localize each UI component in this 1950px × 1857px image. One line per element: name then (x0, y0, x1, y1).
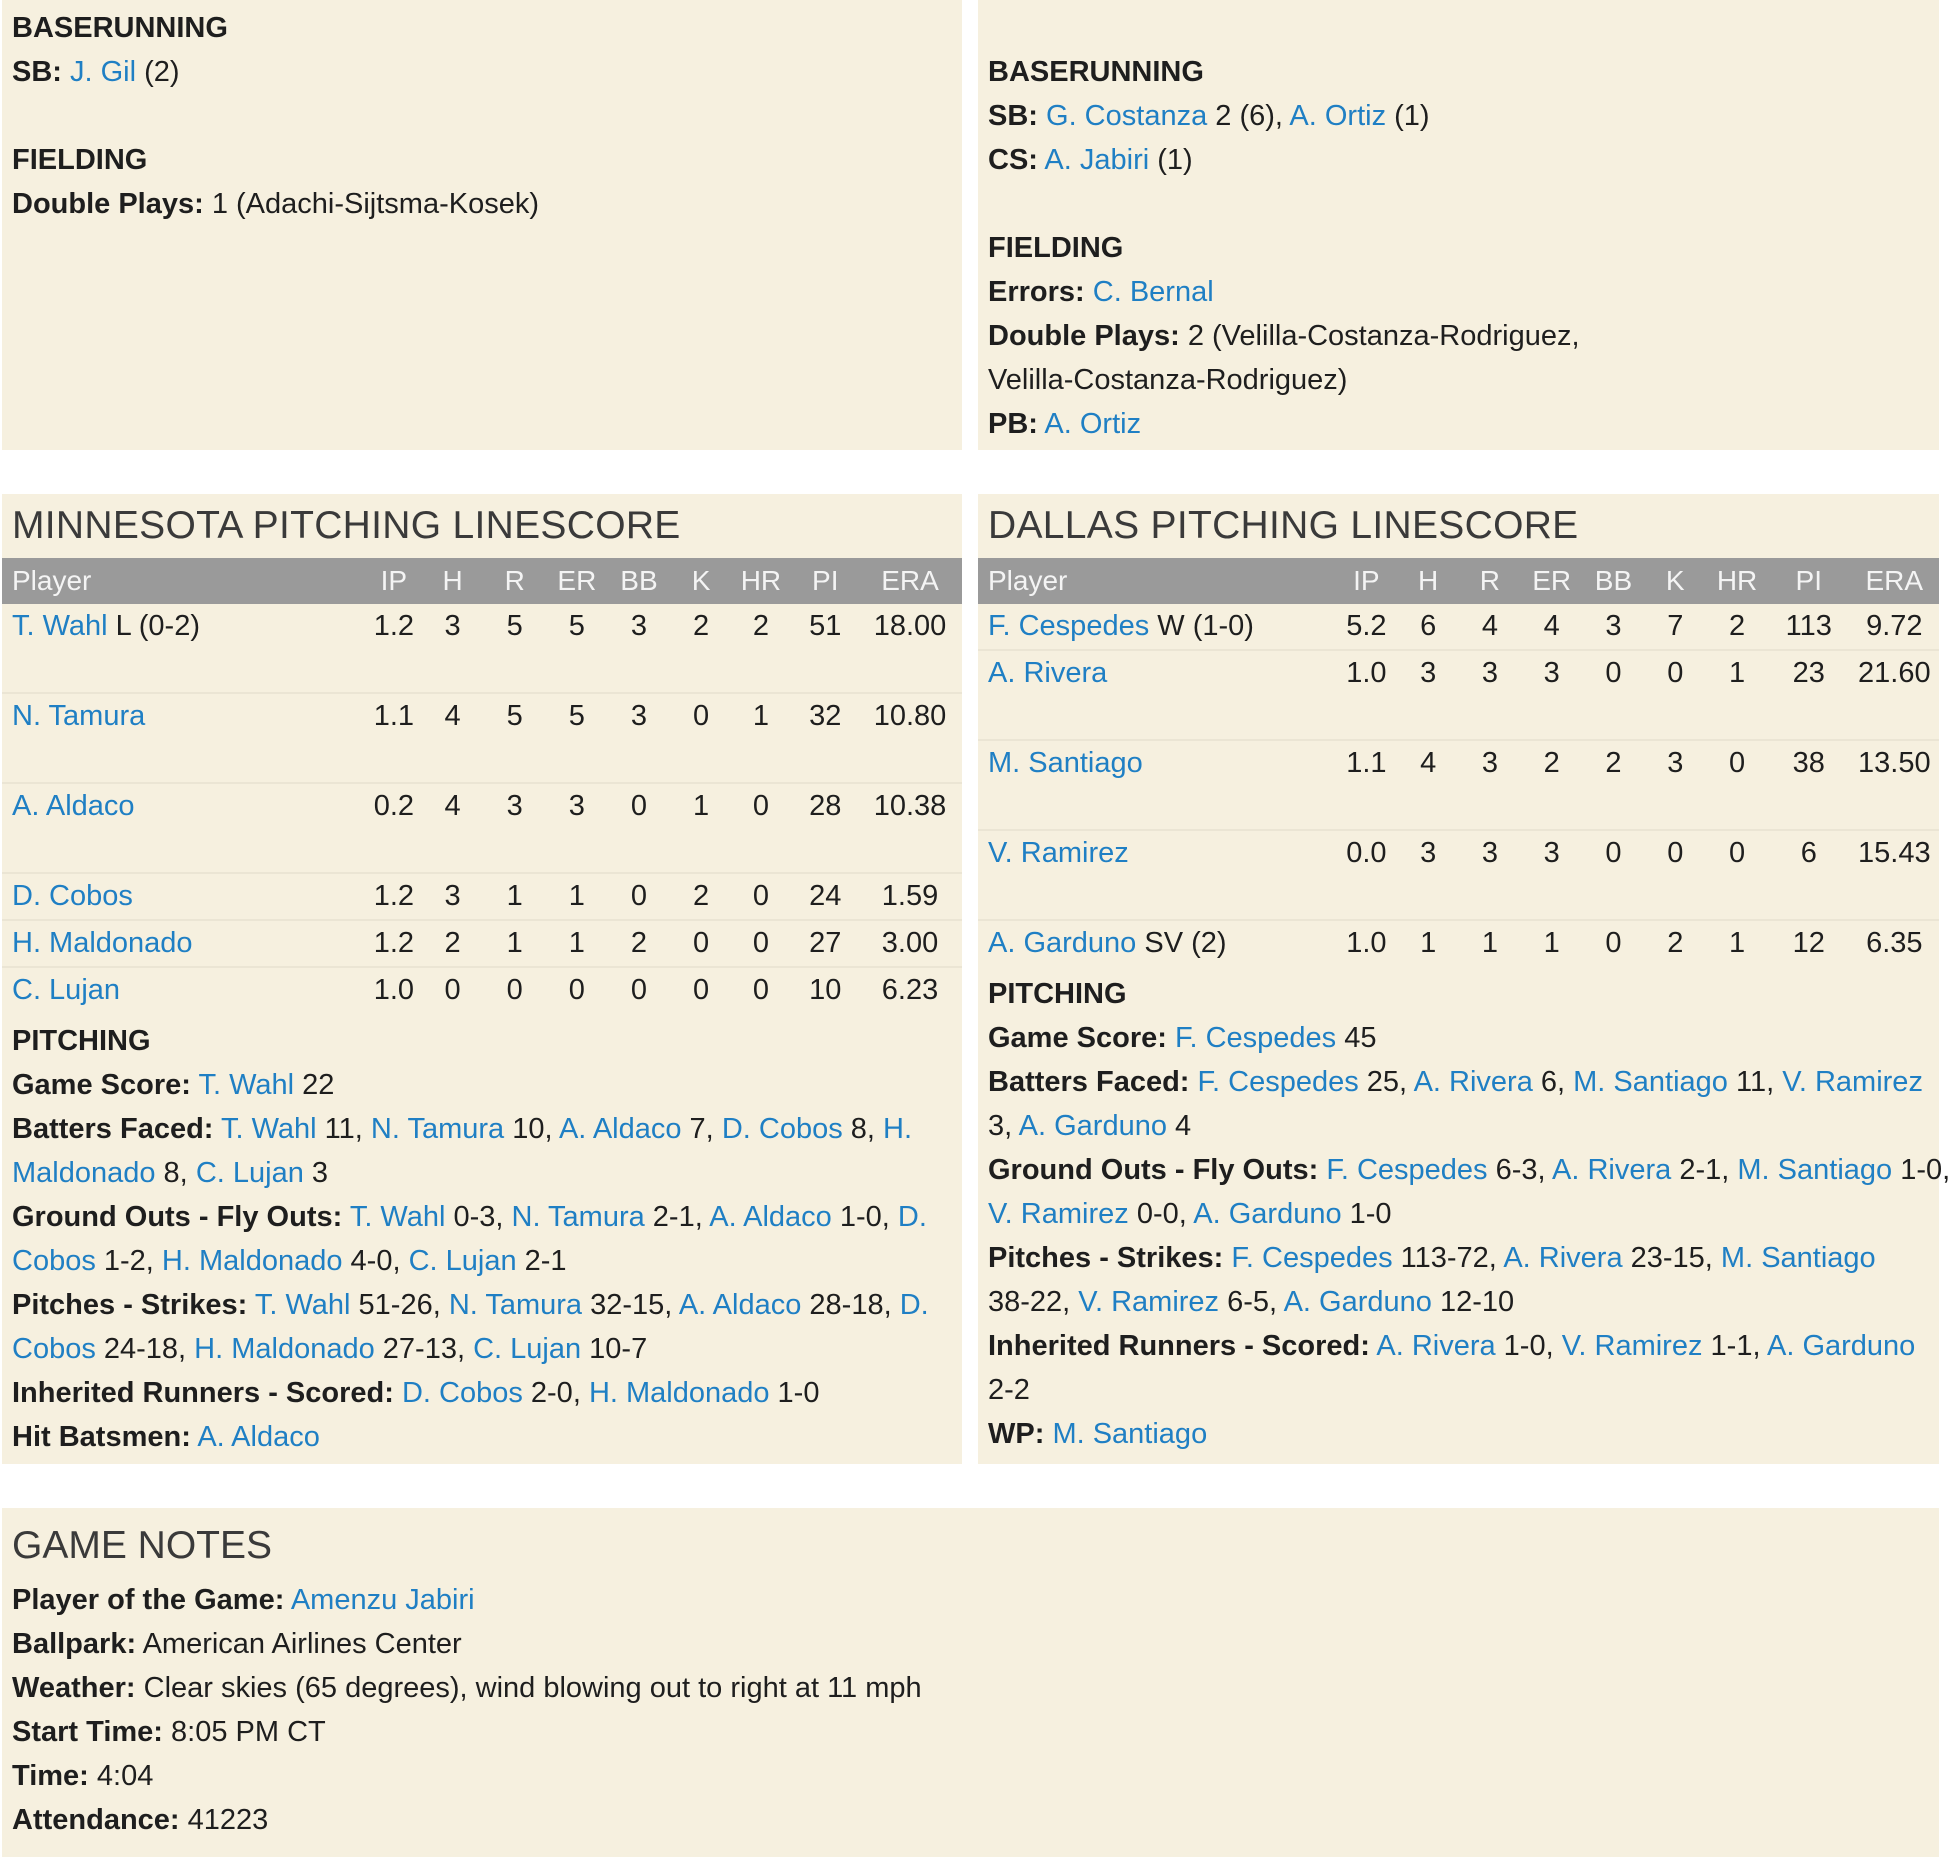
col-header[interactable]: ER (1521, 558, 1583, 604)
ground-fly-outs-line: Ground Outs - Fly Outs: F. Cespedes 6-3, A. Rivera 2-1, M. Santiago 1-0, (988, 1154, 1950, 1186)
player-link[interactable]: F. Cespedes (988, 610, 1150, 642)
pitches-strikes-line: Pitches - Strikes: F. Cespedes 113-72, A. Rivera 23-15, M. Santiago (988, 1242, 1876, 1274)
player-link[interactable]: H. Maldonado (194, 1333, 375, 1365)
pitching-linescore-table (2, 558, 962, 1013)
stolen-bases-line: SB: G. Costanza 2 (6), A. Ortiz (1) (988, 100, 1430, 132)
player-link[interactable]: M. Santiago (1737, 1154, 1893, 1186)
table-row: A. Rivera 1.0 3 3 3 0 0 1 23 21.60 (978, 650, 1939, 740)
player-link[interactable]: N. Tamura (370, 1113, 505, 1145)
pitching-heading: PITCHING (12, 1025, 151, 1057)
col-header[interactable]: H (1397, 558, 1459, 604)
section-title: DALLAS PITCHING LINESCORE (988, 504, 1579, 547)
player-link[interactable]: C. Lujan (408, 1245, 517, 1277)
game-score-line: Game Score: T. Wahl 22 (12, 1069, 335, 1101)
pitching-heading: PITCHING (988, 978, 1127, 1010)
errors-label: Errors: (988, 276, 1085, 308)
table-header-row (978, 558, 1939, 604)
player-link[interactable]: N. Tamura (511, 1201, 645, 1233)
col-header[interactable]: Player (978, 558, 1335, 604)
wild-pitch-line: WP: M. Santiago (988, 1418, 1208, 1450)
player-link[interactable]: A. Rivera (988, 657, 1108, 689)
player-link[interactable]: H. Maldonado (12, 927, 193, 959)
player-link[interactable]: A. Aldaco (678, 1289, 802, 1321)
player-link[interactable]: F. Cespedes (1326, 1154, 1488, 1186)
player-link[interactable]: A. Rivera (1503, 1242, 1623, 1274)
game-notes-panel (2, 1508, 1939, 1857)
decision: L (0-2) (107, 610, 201, 642)
player-link[interactable]: F. Cespedes (1231, 1242, 1393, 1274)
player-link[interactable]: Maldonado (12, 1157, 156, 1189)
pitches-strikes-line-cont: Cobos 24-18, H. Maldonado 27-13, C. Lujan 10-7 (12, 1333, 648, 1365)
player-link[interactable]: Amenzu Jabiri (290, 1584, 475, 1616)
decision: SV (2) (1136, 927, 1227, 959)
cs-label: CS: (988, 144, 1038, 176)
hit-batsmen-line: Hit Batsmen: A. Aldaco (12, 1421, 320, 1453)
player-link[interactable]: A. Aldaco (12, 790, 135, 822)
fielding-heading: FIELDING (12, 144, 148, 176)
table-row: C. Lujan 1.0 0 0 0 0 0 0 10 6.23 (12, 974, 939, 1006)
double-plays-line-cont: Velilla-Costanza-Rodriguez) (988, 364, 1348, 396)
batters-faced-line: Batters Faced: T. Wahl 11, N. Tamura 10, A. Aldaco 7, D. Cobos 8, H. (12, 1113, 913, 1145)
player-link[interactable]: D. Cobos (721, 1113, 843, 1145)
table-row: F. Cespedes W (1-0) 5.2 6 4 4 3 7 2 113 9.72 (978, 604, 1939, 650)
player-link[interactable]: G. Costanza (1046, 100, 1208, 132)
player-link[interactable]: A. Garduno (1766, 1330, 1916, 1362)
col-header[interactable]: PI (1768, 558, 1850, 604)
player-link[interactable]: D. (899, 1289, 929, 1321)
table-row: M. Santiago 1.1 4 3 2 2 3 0 38 13.50 (978, 740, 1939, 830)
col-header[interactable]: K (673, 558, 729, 604)
ballpark-line: Ballpark: American Airlines Center (12, 1628, 462, 1660)
player-link[interactable]: T. Wahl (221, 1113, 317, 1145)
player-link[interactable]: H. Maldonado (588, 1377, 770, 1409)
player-link[interactable]: C. Bernal (1092, 276, 1214, 308)
table-row: A. Aldaco 0.2 4 3 3 0 1 0 28 10.38 (2, 783, 962, 873)
player-link[interactable]: V. Ramirez (1782, 1066, 1923, 1098)
passed-ball-line (988, 402, 1929, 446)
player-link[interactable]: F. Cespedes (1174, 1022, 1337, 1054)
minnesota-pitching-panel (2, 494, 962, 1464)
batters-faced-line-cont: 3, A. Garduno 4 (988, 1110, 1192, 1142)
col-header[interactable]: ERA (1850, 558, 1939, 604)
section-title: GAME NOTES (12, 1524, 273, 1567)
col-header[interactable]: K (1644, 558, 1706, 604)
player-link[interactable]: M. Santiago (988, 747, 1143, 779)
inherited-runners-line: Inherited Runners - Scored: D. Cobos 2-0, H. Maldonado 1-0 (12, 1377, 820, 1409)
player-link[interactable]: A. Aldaco (197, 1421, 320, 1453)
table-row: A. Garduno SV (2) 1.0 1 1 1 0 2 1 12 6.35 (988, 927, 1923, 959)
player-link[interactable]: T. Wahl (254, 1289, 351, 1321)
player-link[interactable]: A. Ortiz (1289, 100, 1387, 132)
table-row: V. Ramirez 0.0 3 3 3 0 0 0 6 15.43 (978, 830, 1939, 920)
player-link[interactable]: M. Santiago (1052, 1418, 1208, 1450)
batters-faced-line: Batters Faced: F. Cespedes 25, A. Rivera 6, M. Santiago 11, V. Ramirez (988, 1066, 1923, 1098)
player-link[interactable]: A. Rivera (1376, 1330, 1496, 1362)
player-link[interactable]: A. Ortiz (1044, 408, 1142, 440)
player-link[interactable]: H. (883, 1113, 913, 1145)
decision: W (1-0) (1149, 610, 1254, 642)
pitches-strikes-line-cont: 38-22, V. Ramirez 6-5, A. Garduno 12-10 (988, 1286, 1515, 1318)
dallas-pitching-panel (978, 494, 1950, 1464)
inherited-runners-line-cont: 2-2 (988, 1374, 1030, 1406)
table-row: N. Tamura 1.1 4 5 5 3 0 1 32 10.80 (2, 693, 962, 783)
player-link[interactable]: C. Lujan (12, 974, 121, 1006)
player-link[interactable]: A. Garduno (1283, 1286, 1432, 1318)
player-link[interactable]: A. Aldaco (709, 1201, 832, 1233)
ground-fly-outs-line: Ground Outs - Fly Outs: T. Wahl 0-3, N. Tamura 2-1, A. Aldaco 1-0, D. (12, 1201, 927, 1233)
dallas-info-panel (978, 0, 1939, 450)
weather-line: Weather: Clear skies (65 degrees), wind blowing out to right at 11 mph (12, 1672, 922, 1704)
game-time-line: Time: 4:04 (12, 1760, 154, 1792)
ground-fly-outs-line-cont: Cobos 1-2, H. Maldonado 4-0, C. Lujan 2-1 (12, 1245, 567, 1277)
player-link[interactable]: T. Wahl (349, 1201, 446, 1233)
inherited-runners-line: Inherited Runners - Scored: A. Rivera 1-0, V. Ramirez 1-1, A. Garduno (988, 1330, 1916, 1362)
col-header[interactable]: HR (729, 558, 792, 604)
player-of-game-line: Player of the Game: Amenzu Jabiri (12, 1584, 475, 1616)
player-link[interactable]: A. Jabiri (1044, 144, 1150, 176)
player-link[interactable]: Cobos (12, 1245, 96, 1277)
game-score-line: Game Score: F. Cespedes 45 (988, 1022, 1377, 1054)
player-link[interactable]: N. Tamura (448, 1289, 583, 1321)
player-link[interactable]: A. Garduno (988, 927, 1137, 959)
player-link[interactable]: M. Santiago (1720, 1242, 1876, 1274)
player-link[interactable]: V. Ramirez (988, 837, 1129, 869)
col-header[interactable]: BB (605, 558, 673, 604)
player-link[interactable]: A. Rivera (1413, 1066, 1533, 1098)
pb-label: PB: (988, 408, 1038, 440)
table-row: H. Maldonado 1.2 2 1 1 2 0 0 27 3.00 (2, 920, 962, 967)
player-link[interactable]: C. Lujan (473, 1333, 582, 1365)
player-link[interactable]: A. Garduno (1193, 1198, 1342, 1230)
table-row: D. Cobos 1.2 3 1 1 0 2 0 24 1.59 (2, 873, 962, 920)
pitches-strikes-line: Pitches - Strikes: T. Wahl 51-26, N. Tamura 32-15, A. Aldaco 28-18, D. (12, 1289, 929, 1321)
player-link[interactable]: V. Ramirez (1561, 1330, 1703, 1362)
col-header[interactable]: PI (793, 558, 859, 604)
player-link[interactable]: T. Wahl (198, 1069, 295, 1101)
col-header[interactable]: R (481, 558, 549, 604)
col-header[interactable]: IP (363, 558, 424, 604)
col-header[interactable]: H (424, 558, 480, 604)
table-row: T. Wahl L (0-2) 1.2 3 5 5 3 2 2 51 18.00 (2, 604, 962, 693)
dp-label: Double Plays: (988, 320, 1180, 352)
player-link[interactable]: N. Tamura (12, 700, 146, 732)
pitching-linescore-table (978, 558, 1939, 966)
col-header[interactable]: ERA (858, 558, 962, 604)
stolen-bases-line: SB: J. Gil (2) (12, 56, 180, 88)
player-link[interactable]: A. Aldaco (558, 1113, 682, 1145)
section-title: MINNESOTA PITCHING LINESCORE (12, 504, 681, 547)
player-link[interactable]: A. Rivera (1552, 1154, 1672, 1186)
col-header[interactable]: IP (1335, 558, 1397, 604)
player-link[interactable]: D. Cobos (12, 880, 133, 912)
player-link[interactable]: M. Santiago (1573, 1066, 1728, 1098)
col-header[interactable]: HR (1706, 558, 1768, 604)
ground-fly-outs-line-cont: V. Ramirez 0-0, A. Garduno 1-0 (988, 1198, 1392, 1230)
col-header[interactable]: Player (2, 558, 363, 604)
errors-line (988, 270, 1929, 314)
player-link[interactable]: T. Wahl (12, 610, 108, 642)
batters-faced-line-cont: Maldonado 8, C. Lujan 3 (12, 1157, 329, 1189)
attendance-line: Attendance: 41223 (12, 1804, 269, 1836)
player-link[interactable]: A. Garduno (1018, 1110, 1167, 1142)
baserunning-heading: BASERUNNING (12, 12, 228, 44)
player-link[interactable]: C. Lujan (195, 1157, 304, 1189)
player-link[interactable]: H. Maldonado (161, 1245, 343, 1277)
col-header[interactable]: R (1459, 558, 1521, 604)
minnesota-info-panel (2, 0, 962, 450)
player-link[interactable]: J. Gil (70, 56, 137, 88)
dp-label: Double Plays: (12, 188, 204, 220)
col-header[interactable]: BB (1583, 558, 1645, 604)
fielding-heading: FIELDING (988, 232, 1124, 264)
player-link[interactable]: F. Cespedes (1197, 1066, 1359, 1098)
player-link[interactable]: V. Ramirez (988, 1198, 1129, 1230)
table-header-row (2, 558, 962, 604)
caught-stealing-line: CS: A. Jabiri (1) (988, 144, 1193, 176)
player-link[interactable]: V. Ramirez (1078, 1286, 1220, 1318)
start-time-line: Start Time: 8:05 PM CT (12, 1716, 326, 1748)
col-header[interactable]: ER (549, 558, 605, 604)
double-plays-line: Double Plays: 1 (Adachi-Sijtsma-Kosek) (12, 188, 539, 220)
double-plays-line: Double Plays: 2 (Velilla-Costanza-Rodriguez, (988, 320, 1580, 352)
player-link[interactable]: D. (897, 1201, 927, 1233)
sb-label: SB: (12, 56, 62, 88)
player-link[interactable]: Cobos (12, 1333, 96, 1365)
player-link[interactable]: D. Cobos (401, 1377, 523, 1409)
sb-label: SB: (988, 100, 1038, 132)
baserunning-heading: BASERUNNING (988, 56, 1204, 88)
